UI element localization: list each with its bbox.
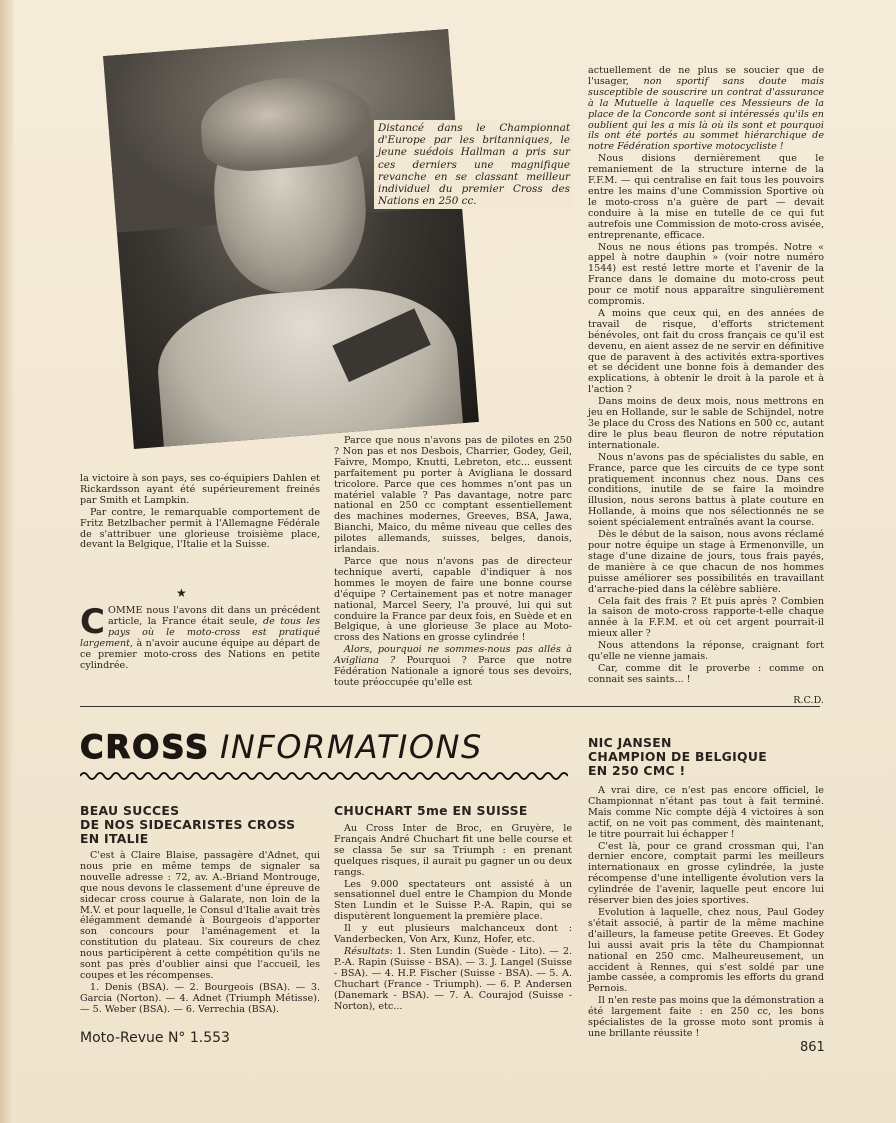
article-1-headline: BEAU SUCCES DE NOS SIDECARISTES CROSS EN ITALIE [80, 803, 296, 846]
col3-paragraph-6: Nous n'avons pas de spécialistes du sable, en France, parce que les circuits de ce type sont pratiquement inconnus chez nous. Dans ces conditions, inutile de se faire la moindre illusion, nous serons battus à plate couture en Hollande, à moins que nos sélectionnés ne se soient spécialement entraînés avant la course. [588, 451, 824, 529]
col2-paragraph-1: Parce que nous n'avons pas de pilotes en 250 ? Non pas et nos Desbois, Charrier, Godey, Geil, Faivre, Mompo, Knutti, Lebreton, etc... eussent parfaitement pu porter à Avigliana le dossard tricolore. Parce que ces hommes n'ont pas un matériel valable ? Pas davantage, notre parc national en 250 cc comptant essentiellement des machines modernes, Greeves, BSA, Jawa, Bianchi, Maico, du même niveau que celles des pilotes allemands, suisses, belges, danois, irlandais. [334, 435, 572, 556]
photo-sweater [153, 280, 466, 449]
col3-paragraph-5: Dans moins de deux mois, nous mettrons en jeu en Hollande, sur le sable de Schijndel, notre 3e place du Cross des Nations en 500 cc, autant dire le plus beau fleuron de notre réputation internationale. [588, 396, 824, 451]
drop-cap: C [80, 602, 105, 642]
signature: R.C.D. [793, 694, 824, 706]
column-3 [588, 66, 824, 707]
col2-paragraph-3: Alors, pourquoi ne sommes-nous pas allés à Avigliana ? Pourquoi ? Parce que notre Fédération Nationale a ignoré tous ses devoirs, toute préoccupée qu'elle est [334, 644, 572, 688]
article-3-paragraph-4: Il n'en reste pas moins que la démonstration a été largement faite : en 250 cc, les bons spécialistes de la grosse moto sont promis à une brillante réussite ! [588, 995, 824, 1039]
col2-paragraph-2: Parce que nous n'avons pas de directeur technique averti, capable d'indiquer à nos hommes le moyen de faire une bonne course d'équipe ? Certainement pas et notre manager national, Marcel Seery, l'a prouvé, lui qui sut conduire la France par deux fois, en Suède et en Belgique, à une glorieuse 3e place au Moto-cross des Nations en grosse cylindrée ! [334, 555, 572, 644]
article-1-paragraph-1: C'est à Claire Blaise, passagère d'Adnet, qui nous prie en même temps de signaler sa nouvelle adresse : 72, av. A.-Briand Montrouge, que nous devons le classement d'une épreuve de sidecar cross courue à Galarate, non loin de la M.V. et pour laquelle, le Consul d'Italie avait très élégamment demandé à Bourgeois d'apporter son concours pour l'aménagement et la constitution du plateau. Six coureurs de chez nous participèrent à cette compétition qu'ils ne sont pas près d'oublier ainsi que l'accueil, les coupes et les récompenses. [80, 850, 320, 981]
section-title [80, 728, 580, 768]
col3-paragraph-1: actuellement de ne plus se soucier que de l'usager, non sportif sans doute mais susceptible de souscrire un contrat d'assurance à la Mutuelle à laquelle ces Messieurs de la place de la Concorde sont si intéressés qu'ils en oublient qui les a mis là où ils sont et pourquoi ils ont été portés au sommet hiérarchique de notre Fédération sportive motocycliste ! [588, 65, 824, 153]
photo-caption: Distancé dans le Championnat d'Europe par les britanniques, le jeune suédois Hallman a pris sur ces derniers une magnifique revanche en se classant meilleur individuel du premier Cross des Nations en 250 cc. [374, 120, 574, 209]
article-2-paragraph-1: Au Cross Inter de Broc, en Gruyère, le Français André Chuchart fit une belle course et se classa 5e sur sa Triumph : en prenant quelques risques, il aurait pu gagner un ou deux rangs. [334, 823, 572, 878]
article-3-paragraph-2: C'est là, pour ce grand crossman qui, l'an dernier encore, comptait parmi les meilleurs internationaux en grosse cylindrée, la juste récompense d'une intelligente évolution vers la cylindrée de l'avenir, laquelle peut encore lui réserver bien des joies sportives. [588, 840, 824, 907]
column-1-article [80, 602, 321, 672]
col1-paragraph-2: Par contre, le remarquable comportement de Fritz Betzlbacher permit à l'Allemagne Fédérale de s'attribuer une glorieuse troisième place, devant la Belgique, l'Italie et la Suisse. [80, 506, 320, 551]
article-2-body [334, 824, 572, 1013]
column-1 [80, 474, 320, 552]
rider-photo [103, 29, 479, 449]
article-3-paragraph-3: Evolution à laquelle, chez nous, Paul Godey s'était associé, à partir de la même machine d'ailleurs, la fameuse petite Greeves. Et Godey lui aussi avait pris la tête du Championnat national en 250 cmc. Malheureusement, un accident à Rennes, qui s'est soldé par une jambe cassée, a compromis les efforts du grand Pernois. [588, 906, 824, 995]
col3-paragraph-10: Car, comme dit le proverbe : comme on connait ses saints... ! [588, 662, 824, 685]
section-title-italic: INFORMATIONS [219, 728, 483, 766]
col3-paragraph-7: Dès le début de la saison, nous avons réclamé pour notre équipe un stage à Ermenonville, un stage d'une dizaine de jours, tous frais payés, de manière à ce que chacun de nos hommes puisse améliorer ses possibilités en travaillant d'arrache-pied dans la célèbre sablière. [588, 529, 824, 595]
page-number: 861 [800, 1040, 825, 1055]
article-2-paragraph-3: Il y eut plusieurs malchanceux dont : Vanderbecken, Von Arx, Kunz, Hofer, etc. [334, 923, 572, 946]
star-ornament: ★ [176, 586, 187, 600]
magazine-issue: Moto-Revue N° 1.553 [80, 1030, 230, 1046]
col3-paragraph-3: Nous ne nous étions pas trompés. Notre « appel à notre dauphin » (voir notre numéro 1544) est resté lettre morte et l'avenir de la France dans le domaine du moto-cross peut pour ce motif nous apparaître singulièrement compromis. [588, 241, 824, 308]
article-2-headline: CHUCHART 5me EN SUISSE [334, 803, 528, 818]
col3-paragraph-4: A moins que ceux qui, en des années de travail de risque, d'efforts strictement bénévoles, ont fait du cross français ce qu'il est devenu, en aient assez de ne servir en définitive que de paravent à des activités extra-sportives et se décident une bonne fois à demander des explications, à obtenir le droit à la parole et à l'action ? [588, 307, 824, 396]
col1-paragraph-3: COMME nous l'avons dit dans un précédent article, la France était seule, de tous les pays où le moto-cross est pratiqué largement, à n'avoir aucune équipe au départ de ce premier moto-cross des Nations en petite cylindrée. [80, 602, 321, 671]
col3-paragraph-8: Cela fait des frais ? Et puis après ? Combien la saison de moto-cross rapporte-t-elle chaque année à la F.F.M. et où cet argent pourrait-il mieux aller ? [588, 595, 824, 640]
article-2-results: Résultats: 1. Sten Lundin (Suède - Lito). — 2. P.-A. Rapin (Suisse - BSA). — 3. J. Langel (Suisse - BSA). — 4. H.P. Fischer (Suisse - BSA). — 5. A. Chuchart (France - Triumph). — 6. P. Andersen (Danemark - BSA). — 7. A. Courajod (Suisse - Norton), etc... [334, 945, 572, 1012]
article-3-headline: NIC JANSEN CHAMPION DE BELGIQUE EN 250 CMC ! [588, 735, 767, 778]
article-1-results: 1. Denis (BSA). — 2. Bourgeois (BSA). — 3. Garcia (Norton). — 4. Adnet (Triumph Métisse). — 5. Weber (BSA). — 6. Verrechia (BSA). [80, 981, 320, 1015]
wave-ornament [80, 770, 568, 782]
article-2-paragraph-2: Les 9.000 spectateurs ont assisté à un sensationnel duel entre le Champion du Monde Sten Lundin et le Suisse P.-A. Rapin, qui se disputèrent longuement la première place. [334, 878, 572, 923]
section-title-bold: CROSS [80, 728, 210, 766]
section-divider [80, 706, 820, 707]
col3-paragraph-9: Nous attendons la réponse, craignant fort qu'elle ne vienne jamais. [588, 640, 824, 663]
page-edge [0, 0, 14, 1123]
col3-paragraph-2: Nous disions dernièrement que le remaniement de la structure interne de la F.F.M. — qui centralise en fait tous les pouvoirs entre les mains d'une Commission Sportive où le moto-cross n'a guère de part — devait conduire à la mise en tutelle de ce qui fut autrefois une Commission de moto-cross avisée, entreprenante, efficace. [588, 153, 824, 241]
column-2 [334, 436, 572, 690]
col1-paragraph-1: la victoire à son pays, ses co-équipiers Dahlen et Rickardsson ayant été supérieurement freinés par Smith et Lampkin. [80, 473, 320, 506]
article-3-body [588, 786, 824, 1041]
article-3-paragraph-1: A vrai dire, ce n'est pas encore officiel, le Championnat n'étant pas tout à fait terminé. Mais comme Nic compte déjà 4 victoires à son actif, on ne voit pas comment, dès maintenant, le titre pourrait lui échapper ! [588, 785, 824, 840]
article-1-body [80, 851, 320, 1017]
